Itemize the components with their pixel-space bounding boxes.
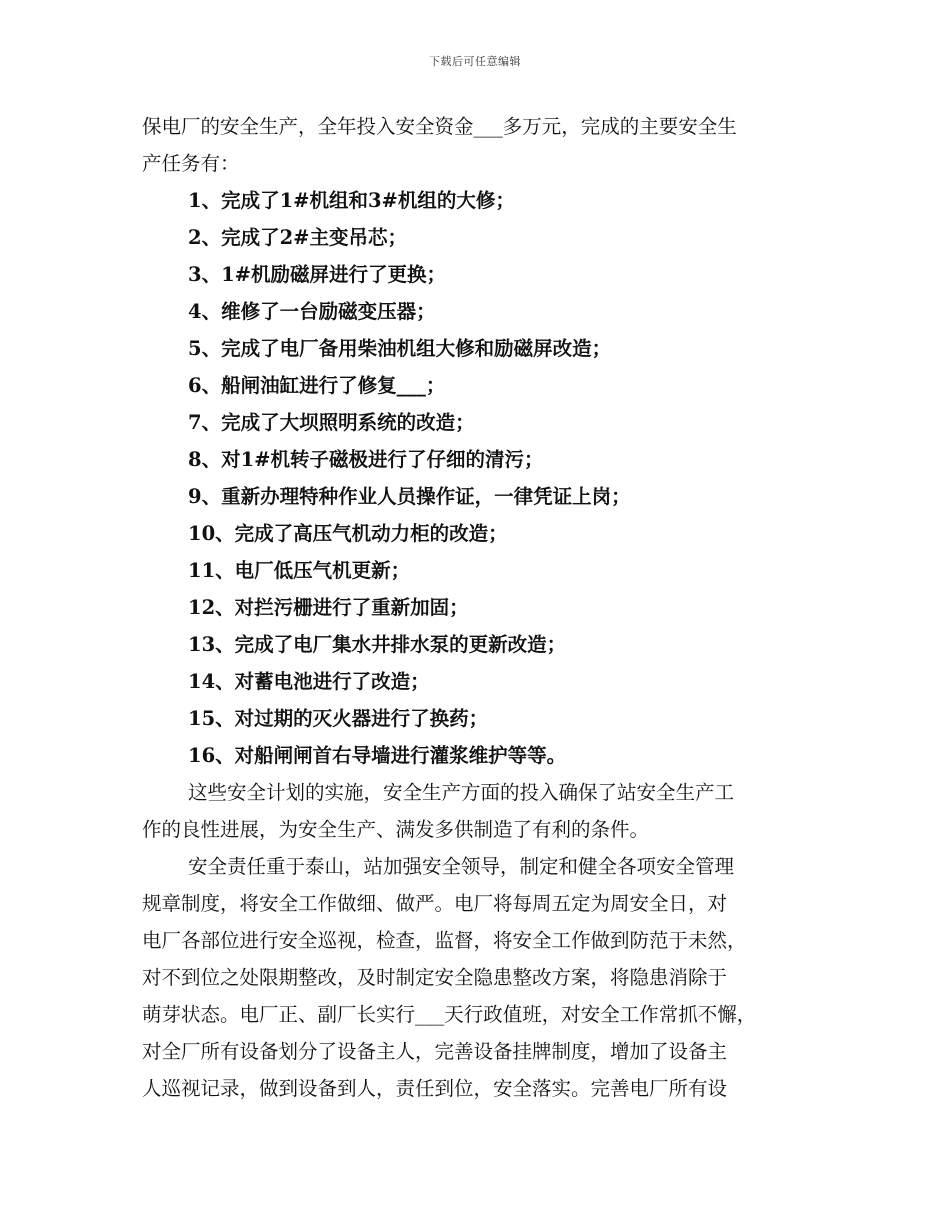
list-item: 13、完成了电厂集水井排水泵的更新改造； [188,633,567,656]
list-item: 6、船闸油缸进行了修复___； [188,374,446,397]
list-item: 7、完成了大坝照明系统的改造； [188,411,475,434]
task-list [142,182,822,774]
intro-paragraph [142,108,822,182]
text-line: 安全责任重于泰山，站加强安全领导，制定和健全各项安全管理 [188,855,735,878]
list-item: 4、维修了一台励磁变压器； [188,300,436,323]
text-line: 作的良性进展，为安全生产、满发多供制造了有利的条件。 [142,818,650,841]
responsibility-paragraph [142,848,822,1107]
text-line: 萌芽状态。电厂正、副厂长实行___天行政值班，对安全工作常抓不懈， [142,1003,757,1026]
list-item: 8、对1#机转子磁极进行了仔细的清污； [188,448,544,471]
list-item: 9、重新办理特种作业人员操作证，一律凭证上岗； [188,485,631,508]
list-item: 2、完成了2#主变吊芯； [188,226,407,249]
list-item: 14、对蓄电池进行了改造； [188,670,430,693]
text-line: 这些安全计划的实施，安全生产方面的投入确保了站安全生产工 [188,781,735,804]
list-item: 16、对船闸闸首右导墙进行灌浆维护等等。 [188,744,567,767]
list-item: 11、电厂低压气机更新； [188,559,411,582]
text-line: 人巡视记录，做到设备到人，责任到位，安全落实。完善电厂所有设 [142,1077,728,1100]
text-line: 电厂各部位进行安全巡视，检查，监督，将安全工作做到防范于未然， [142,929,747,952]
list-item: 10、完成了高压气机动力柜的改造； [188,522,508,545]
list-item: 12、对拦污栅进行了重新加固； [188,596,469,619]
text-line: 规章制度，将安全工作做细、做严。电厂将每周五定为周安全日，对 [142,892,728,915]
list-item: 1、完成了1#机组和3#机组的大修； [188,189,515,212]
text-line: 保电厂的安全生产，全年投入安全资金___多万元，完成的主要安全生 [142,115,737,138]
document-body [142,108,822,1107]
list-item: 5、完成了电厂备用柴油机组大修和励磁屏改造； [188,337,612,360]
list-item: 3、1#机励磁屏进行了更换； [188,263,446,286]
text-line: 产任务有： [142,152,240,175]
summary-paragraph [142,774,822,848]
text-line: 对全厂所有设备划分了设备主人，完善设备挂牌制度，增加了设备主 [142,1040,728,1063]
page-header: 下载后可任意编辑 [429,55,521,68]
list-item: 15、对过期的灭火器进行了换药； [188,707,489,730]
text-line: 对不到位之处限期整改，及时制定安全隐患整改方案，将隐患消除于 [142,966,728,989]
